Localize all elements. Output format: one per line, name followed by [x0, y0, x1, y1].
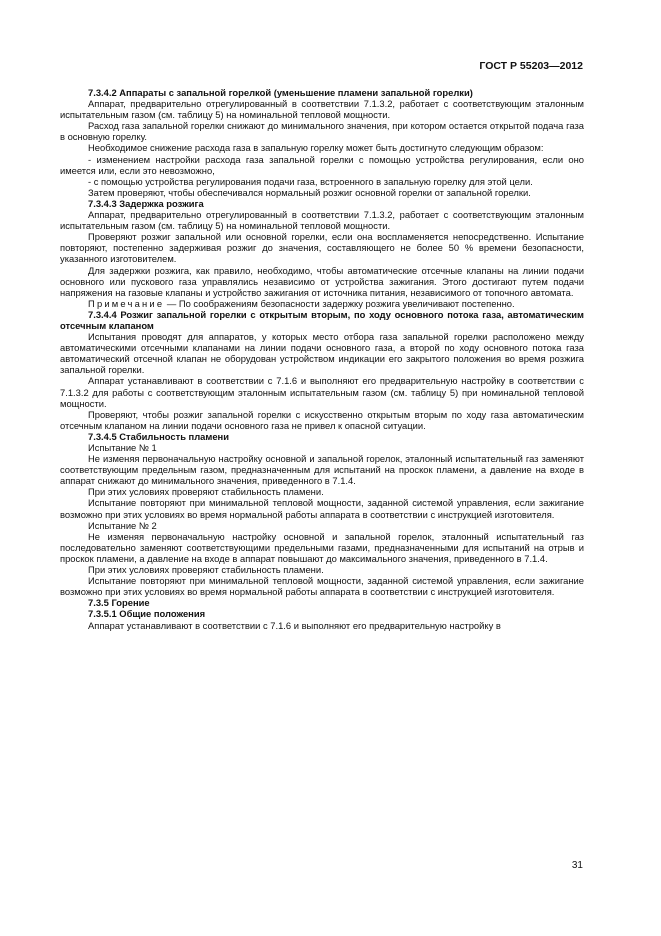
paragraph: Затем проверяют, чтобы обеспечивался нормальный розжиг основной горелки от запальной горелки.: [88, 186, 531, 198]
paragraph: Необходимое снижение расхода газа в запальную горелку может быть достигнуто следующим образом:: [88, 142, 544, 154]
section-heading-7-3-4-5: 7.3.4.5 Стабильность пламени: [88, 430, 229, 442]
paragraph: При этих условиях проверяют стабильность пламени.: [88, 564, 324, 576]
paragraph: Проверяют, чтобы розжиг запальной горелки с искусственно открытым вторым по ходу газа автоматическим отсечным клапаном на линии подачи основного газа не привел к опасной ситуации.: [60, 408, 584, 431]
paragraph: Испытания проводят для аппаратов, у которых место отбора газа запальной горелки расположено между автоматическими отсечными клапанами на линии подачи основного газа, а второй по ходу основного потока газа автоматический отсечной клапан не оборудован устройством индикации его закрытого положения во время розжига запальной горелки.: [60, 331, 584, 376]
document-body: [60, 87, 584, 631]
paragraph: Аппарат, предварительно отрегулированный в соответствии 7.1.3.2, работает с соответствующим эталонным испытательным газом (см. таблицу 5) на номинальной тепловой мощности.: [60, 209, 584, 232]
section-heading-7-3-4-4: 7.3.4.4 Розжиг запальной горелки с открытым вторым, по ходу основного потока газа, автоматическим отсечным клапаном: [60, 308, 584, 331]
paragraph: При этих условиях проверяют стабильность пламени.: [88, 486, 324, 498]
note-label: Примечание: [88, 297, 165, 309]
list-item: - с помощью устройства регулирования подачи газа, встроенного в запальную горелку для этой цели.: [88, 175, 533, 187]
paragraph: Проверяют розжиг запальной или основной горелки, если она воспламеняется непосредственно. Испытание повторяют, постепенно задерживая розжиг до значения, составляющего не более 50 % времени безопасности, указанного изготовителем.: [60, 231, 584, 265]
section-heading-7-3-4-2: 7.3.4.2 Аппараты с запальной горелкой (уменьшение пламени запальной горелки): [88, 87, 473, 98]
list-item: - изменением настройки расхода газа запальной горелки с помощью устройства регулирования, если оно имеется или, если это невозможно,: [60, 153, 584, 176]
section-heading-7-3-5: 7.3.5 Горение: [88, 597, 150, 609]
section-heading-7-3-5-1: 7.3.5.1 Общие положения: [88, 608, 206, 620]
test-label: Испытание № 2: [88, 519, 157, 531]
document-standard-code: ГОСТ Р 55203—2012: [479, 60, 583, 72]
paragraph: Испытание повторяют при минимальной тепловой мощности, заданной системой управления, если зажигание возможно при этих условиях во время нормальной работы аппарата в соответствии с инструкцией изготовителя.: [60, 575, 584, 598]
paragraph: Аппарат, предварительно отрегулированный в соответствии 7.1.3.2, работает с соответствующим эталонным испытательным газом (см. таблицу 5) на номинальной тепловой мощности.: [60, 98, 584, 121]
paragraph: Не изменяя первоначальную настройку основной и запальной горелок, эталонный испытательный газ заменяют соответствующим предельным газом, предназначенным для испытаний на проскок пламени, а давление на входе в аппарат снижают до минимального значения, приведенного в 7.1.4.: [60, 453, 584, 487]
paragraph: Аппарат устанавливают в соответствии с 7.1.6 и выполняют его предварительную настройку в соответствии с 7.1.3.2 для работы с соответствующим эталонным испытательным газом (см. таблицу 5) при номинальной тепловой мощности.: [60, 375, 584, 409]
paragraph: Аппарат устанавливают в соответствии с 7.1.6 и выполняют его предварительную настройку в: [88, 619, 501, 631]
test-label: Испытание № 1: [88, 442, 157, 453]
section-heading-7-3-4-3: 7.3.4.3 Задержка розжига: [88, 197, 204, 209]
paragraph: Не изменяя первоначальную настройку основной и запальной горелок, эталонный испытательный газ последовательно заменяют соответствующими предельными газами, предназначенными для испытаний на отрыв и проскок пламени, а давление на входе в аппарат повышают до максимального значения, приведенного в 7.1.4.: [60, 530, 584, 564]
paragraph: Испытание повторяют при минимальной тепловой мощности, заданной системой управления, если зажигание возможно при этих условиях во время нормальной работы аппарата в соответствии с инструкцией изготовителя.: [60, 497, 584, 520]
note: [60, 298, 584, 309]
paragraph: Расход газа запальной горелки снижают до минимального значения, при котором остается открытой подача газа в основную горелку.: [60, 120, 584, 143]
note-text: — По соображениям безопасности задержку розжига увеличивают постепенно.: [164, 297, 515, 309]
paragraph: Для задержки розжига, как правило, необходимо, чтобы автоматические отсечные клапаны на линии подачи основного или пускового газа управлялись независимо от устройства зажигания. Этого достигают путем подачи напряжения на газовые клапаны и устройство зажигания от источника питания, независимого от топочного автомата.: [60, 264, 584, 298]
page-number: 31: [571, 860, 583, 871]
